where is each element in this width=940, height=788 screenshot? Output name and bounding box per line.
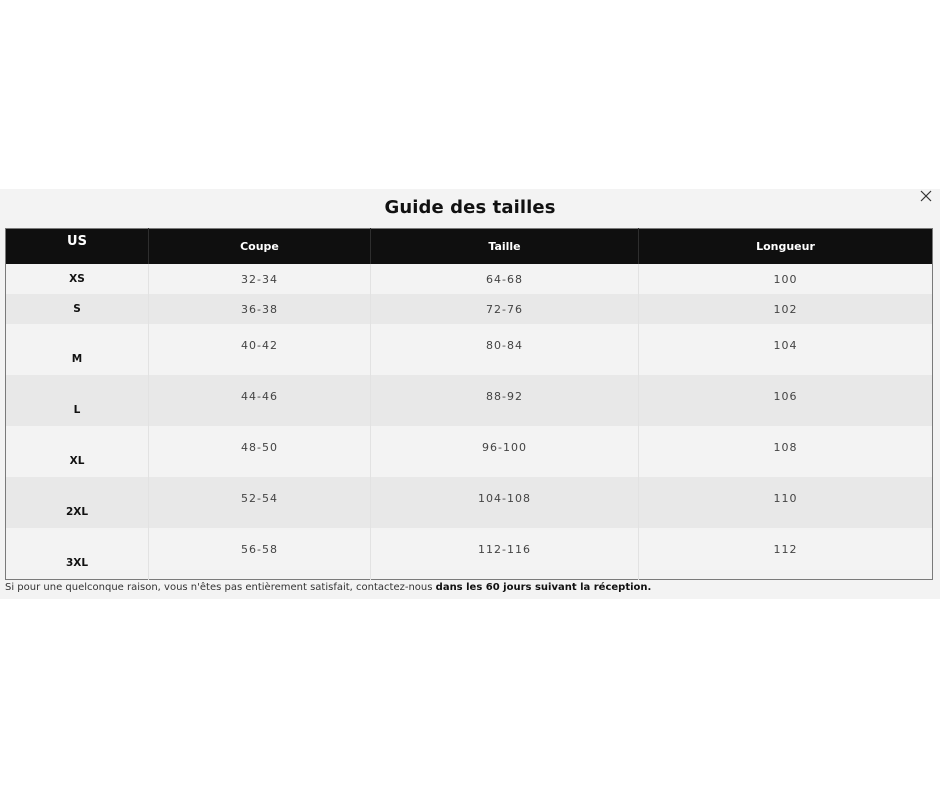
satisfaction-note [5,582,935,593]
table-header-row [6,229,933,265]
longueur-cell: 100 [639,264,933,294]
coupe-cell: 32-34 [149,264,371,294]
column-header-us: US [6,229,149,265]
table-row [6,426,933,477]
longueur-cell: 106 [639,375,933,426]
coupe-cell: 40-42 [149,324,371,375]
table-row [6,264,933,294]
size-guide-modal [0,189,940,599]
taille-cell: 112-116 [371,528,639,580]
coupe-cell: 44-46 [149,375,371,426]
size-cell: 2XL [6,477,149,528]
size-cell: M [6,324,149,375]
size-table [5,228,933,580]
longueur-cell: 112 [639,528,933,580]
taille-cell: 72-76 [371,294,639,324]
table-row [6,294,933,324]
table-row [6,324,933,375]
column-header-taille: Taille [371,229,639,265]
taille-cell: 80-84 [371,324,639,375]
taille-cell: 64-68 [371,264,639,294]
size-cell: 3XL [6,528,149,580]
size-cell: L [6,375,149,426]
coupe-cell: 48-50 [149,426,371,477]
longueur-cell: 102 [639,294,933,324]
longueur-cell: 110 [639,477,933,528]
close-button[interactable] [916,189,936,205]
coupe-cell: 36-38 [149,294,371,324]
size-cell: XL [6,426,149,477]
taille-cell: 96-100 [371,426,639,477]
size-cell: S [6,294,149,324]
coupe-cell: 52-54 [149,477,371,528]
column-header-coupe: Coupe [149,229,371,265]
taille-cell: 104-108 [371,477,639,528]
satisfaction-note-emphasis: dans les 60 jours suivant la réception. [435,582,652,593]
longueur-cell: 104 [639,324,933,375]
taille-cell: 88-92 [371,375,639,426]
size-cell: XS [6,264,149,294]
table-row [6,528,933,580]
coupe-cell: 56-58 [149,528,371,580]
table-row [6,477,933,528]
longueur-cell: 108 [639,426,933,477]
column-header-longueur: Longueur [639,229,933,265]
satisfaction-note-text: Si pour une quelconque raison, vous n'êtes pas entièrement satisfait, contactez-nous [5,582,436,593]
table-row [6,375,933,426]
modal-title: Guide des tailles [384,197,556,218]
close-icon [916,189,936,205]
